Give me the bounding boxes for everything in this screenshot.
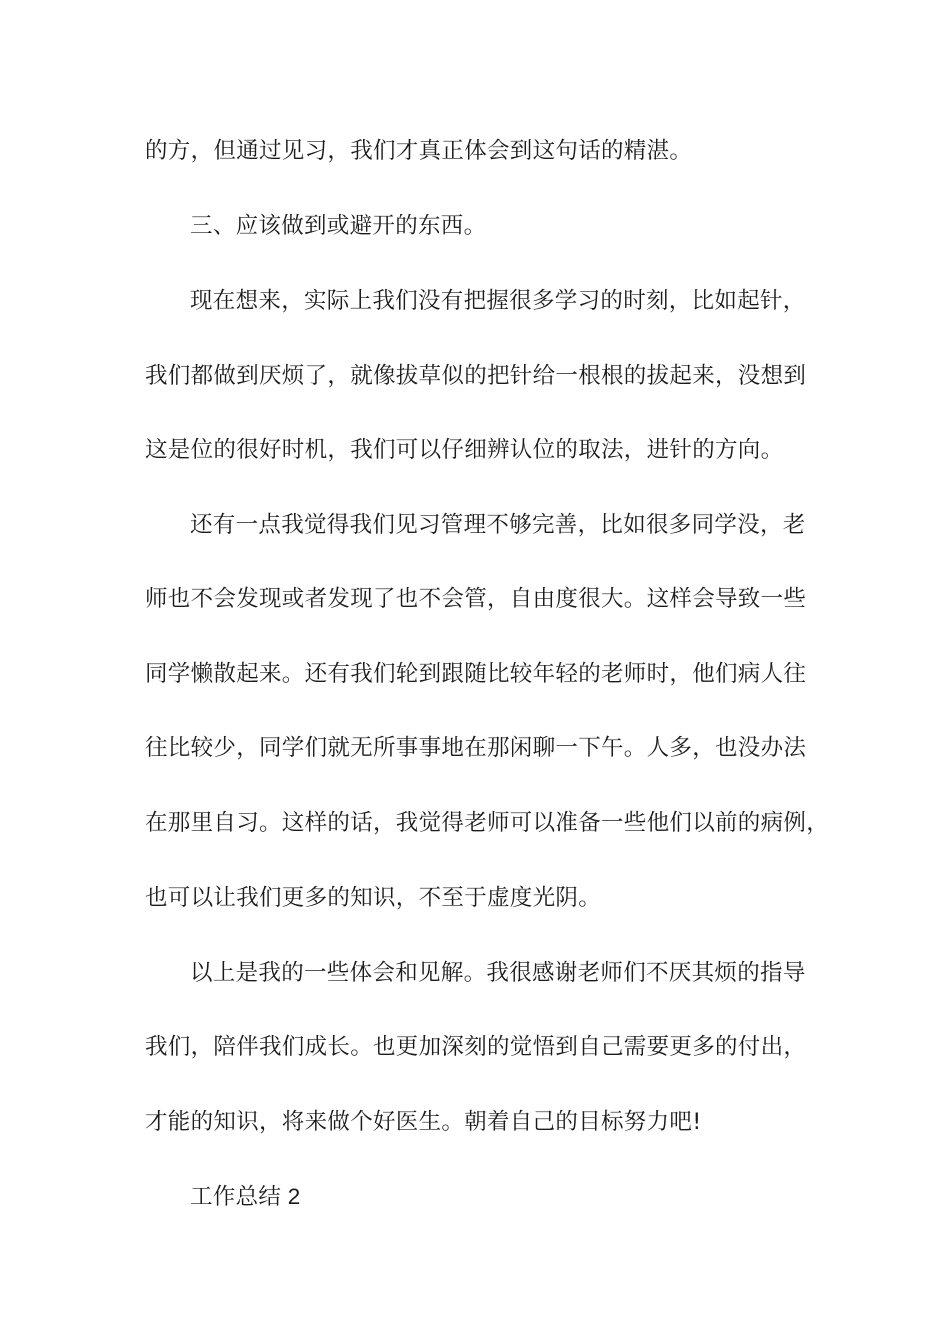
paragraph-line: 现在想来，实际上我们没有把握很多学习的时刻，比如起针， [190, 288, 806, 314]
paragraph-line: 往比较少，同学们就无所事事地在那闲聊一下午。人多，也没办法 [145, 735, 807, 761]
paragraph-line: 在那里自习。这样的话，我觉得老师可以准备一些他们以前的病例， [145, 810, 830, 836]
paragraph-line: 也可以让我们更多的知识，不至于虚度光阴。 [145, 885, 602, 911]
section-title: 工作总结 2 [190, 1184, 301, 1209]
paragraph-line: 师也不会发现或者发现了也不会管，自由度很大。这样会导致一些 [145, 586, 807, 612]
section-heading: 三、应该做到或避开的东西。 [190, 213, 487, 239]
paragraph-line: 这是位的很好时机，我们可以仔细辨认位的取法，进针的方向。 [145, 437, 784, 463]
paragraph-line: 我们都做到厌烦了，就像拔草似的把针给一根根的拔起来，没想到 [145, 363, 807, 389]
paragraph-line: 以上是我的一些体会和见解。我很感谢老师们不厌其烦的指导 [190, 960, 806, 986]
paragraph-line: 还有一点我觉得我们见习管理不够完善，比如很多同学没，老 [190, 512, 806, 538]
paragraph-line: 我们，陪伴我们成长。也更加深刻的觉悟到自己需要更多的付出， [145, 1034, 807, 1060]
paragraph-line: 同学懒散起来。还有我们轮到跟随比较年轻的老师时，他们病人往 [145, 661, 807, 687]
paragraph-line: 才能的知识，将来做个好医生。朝着自己的目标努力吧! [145, 1109, 702, 1135]
paragraph-line: 的方，但通过见习，我们才真正体会到这句话的精湛。 [145, 138, 693, 164]
